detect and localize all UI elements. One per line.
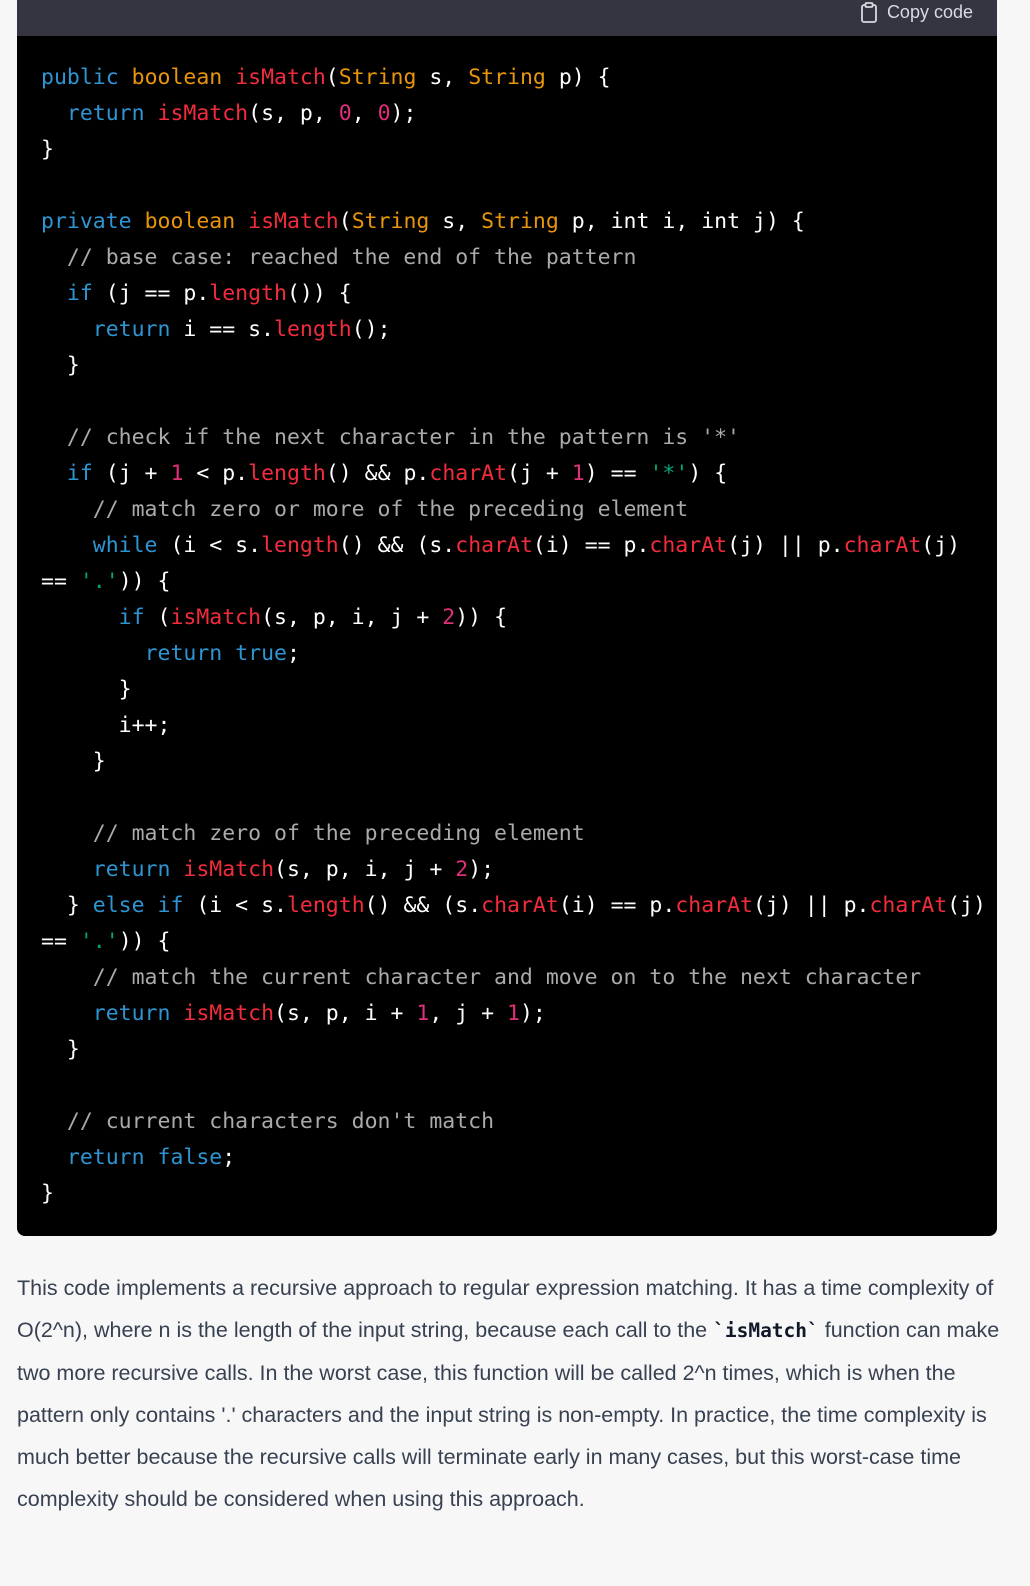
- code-line: [41, 888, 986, 924]
- code-token: [41, 641, 145, 666]
- code-token: isMatch: [183, 1001, 275, 1026]
- code-token: charAt: [455, 533, 533, 558]
- code-token: if: [157, 893, 184, 918]
- code-token: ==: [41, 929, 80, 954]
- code-token: String: [351, 209, 430, 234]
- code-token: }: [41, 1037, 80, 1062]
- code-token: [41, 425, 67, 450]
- code-token: return: [92, 317, 171, 342]
- code-token: // match the current character and move on to the next character: [92, 965, 922, 990]
- code-token: [41, 317, 93, 342]
- code-token: charAt: [843, 533, 922, 558]
- code-line: [41, 564, 986, 600]
- code-token: // match zero of the preceding element: [92, 821, 585, 846]
- code-line: [41, 60, 986, 96]
- code-token: 2: [455, 857, 469, 882]
- code-token: 1: [416, 1001, 430, 1026]
- code-token: (j +: [507, 461, 572, 486]
- code-token: [41, 605, 119, 630]
- code-line: [41, 816, 986, 852]
- code-token: (i < s.: [157, 533, 262, 558]
- code-token: (j == p.: [92, 281, 210, 306]
- code-token: '*': [649, 461, 689, 486]
- code-token: ) ==: [584, 461, 650, 486]
- code-token: 1: [571, 461, 585, 486]
- code-token: [41, 461, 67, 486]
- code-token: [41, 497, 93, 522]
- code-token: j) {: [740, 209, 805, 234]
- code-line: [41, 1068, 986, 1104]
- code-token: 2: [442, 605, 456, 630]
- code-token: [170, 1001, 183, 1026]
- code-line: [41, 348, 986, 384]
- code-token: if: [66, 461, 93, 486]
- code-token: // current characters don't match: [66, 1109, 495, 1134]
- code-token: (i) == p.: [558, 893, 676, 918]
- code-token: charAt: [481, 893, 559, 918]
- code-line: [41, 276, 986, 312]
- code-token: [41, 1145, 67, 1170]
- code-token: p) {: [545, 65, 611, 90]
- code-line: [41, 384, 986, 420]
- code-token: i,: [649, 209, 702, 234]
- code-token: (s, p, i +: [274, 1001, 417, 1026]
- code-token: while: [92, 533, 158, 558]
- code-token: () && (s.: [338, 533, 456, 558]
- code-token: , j +: [429, 1001, 508, 1026]
- code-line: [41, 744, 986, 780]
- code-token: (s, p,: [248, 101, 339, 126]
- code-token: (j): [947, 893, 986, 918]
- code-token: s,: [416, 65, 469, 90]
- code-token: false: [157, 1145, 223, 1170]
- code-token: (: [144, 605, 171, 630]
- code-token: }: [41, 677, 132, 702]
- code-token: [145, 1145, 158, 1170]
- copy-code-label: Copy code: [886, 2, 973, 22]
- code-token: }: [41, 137, 54, 162]
- code-token: i++;: [41, 713, 171, 738]
- copy-code-button[interactable]: [859, 0, 973, 25]
- code-token: [41, 1109, 67, 1134]
- code-token: )) {: [118, 569, 171, 594]
- code-token: [170, 857, 183, 882]
- code-line: [41, 1104, 986, 1140]
- code-token: (j +: [92, 461, 171, 486]
- code-token: [145, 893, 158, 918]
- code-token: [41, 533, 93, 558]
- code-token: [235, 209, 248, 234]
- code-token: [41, 857, 93, 882]
- clipboard-icon: [859, 2, 879, 24]
- code-content: [41, 60, 986, 1212]
- code-line: [41, 312, 986, 348]
- code-token: < p.: [183, 461, 249, 486]
- code-token: // base case: reached the end of the pattern: [66, 245, 637, 270]
- code-block-header: [17, 0, 997, 36]
- code-token: )) {: [455, 605, 508, 630]
- code-token: (: [338, 209, 352, 234]
- code-line: [41, 996, 986, 1032]
- code-token: (s, p, i, j +: [274, 857, 456, 882]
- code-token: }: [41, 749, 106, 774]
- code-token: ,: [351, 101, 378, 126]
- code-line: [41, 528, 986, 564]
- code-token: '.': [79, 569, 119, 594]
- code-token: 0: [377, 101, 391, 126]
- code-token: charAt: [429, 461, 508, 486]
- code-line: [41, 420, 986, 456]
- code-token: (: [325, 65, 339, 90]
- code-token: [41, 1001, 93, 1026]
- code-token: private: [41, 209, 132, 234]
- code-token: p,: [558, 209, 611, 234]
- code-token: boolean: [144, 209, 236, 234]
- code-token: isMatch: [183, 857, 275, 882]
- code-line: [41, 1032, 986, 1068]
- code-token: return: [66, 101, 145, 126]
- code-token: length: [261, 533, 339, 558]
- code-token: int: [610, 209, 650, 234]
- code-token: '.': [79, 929, 119, 954]
- code-token: [41, 245, 67, 270]
- code-token: [222, 65, 235, 90]
- code-token: }: [41, 1181, 54, 1206]
- code-token: length: [209, 281, 287, 306]
- code-token: [145, 101, 158, 126]
- code-line: [41, 924, 986, 960]
- code-token: [222, 641, 235, 666]
- inline-code-ismatch: `isMatch`: [713, 1319, 819, 1342]
- code-token: ==: [41, 569, 80, 594]
- explanation-text-1: This code implements a recursive approach to regular expression matching. It has a time complexity of O(2^n), where n is the length of the input string, because each call to the: [17, 1276, 994, 1342]
- code-line: [41, 240, 986, 276]
- code-token: length: [248, 461, 326, 486]
- code-token: length: [274, 317, 352, 342]
- code-token: public: [41, 65, 119, 90]
- code-token: int: [701, 209, 741, 234]
- code-token: (j) || p.: [752, 893, 870, 918]
- code-line: [41, 672, 986, 708]
- code-token: charAt: [649, 533, 728, 558]
- code-token: [41, 965, 93, 990]
- code-token: );: [390, 101, 417, 126]
- code-token: }: [41, 353, 80, 378]
- code-token: s,: [429, 209, 482, 234]
- code-line: [41, 600, 986, 636]
- code-token: isMatch: [235, 65, 326, 90]
- code-token: ;: [286, 641, 300, 666]
- code-line: [41, 168, 986, 204]
- code-token: [119, 65, 132, 90]
- code-token: return: [92, 1001, 171, 1026]
- code-token: i == s.: [170, 317, 275, 342]
- code-token: // check if the next character in the pattern is '*': [66, 425, 740, 450]
- code-token: () && (s.: [364, 893, 482, 918]
- code-token: if: [66, 281, 93, 306]
- code-token: charAt: [675, 893, 753, 918]
- code-token: ) {: [688, 461, 728, 486]
- code-token: (i < s.: [183, 893, 287, 918]
- code-line: [41, 960, 986, 996]
- code-token: (j): [921, 533, 961, 558]
- code-line: [41, 132, 986, 168]
- code-token: String: [481, 209, 559, 234]
- code-token: 0: [338, 101, 352, 126]
- code-token: length: [286, 893, 365, 918]
- code-line: [41, 708, 986, 744]
- code-line: [41, 780, 986, 816]
- code-token: String: [338, 65, 417, 90]
- code-line: [41, 492, 986, 528]
- code-token: return: [92, 857, 171, 882]
- code-token: ;: [222, 1145, 236, 1170]
- code-token: [132, 209, 145, 234]
- code-line: [41, 96, 986, 132]
- code-token: (j) || p.: [727, 533, 844, 558]
- code-token: isMatch: [170, 605, 262, 630]
- code-token: [41, 101, 67, 126]
- code-line: [41, 636, 986, 672]
- code-token: else: [92, 893, 145, 918]
- code-token: );: [468, 857, 495, 882]
- code-token: (s, p, i, j +: [261, 605, 443, 630]
- code-token: ();: [351, 317, 391, 342]
- code-token: isMatch: [157, 101, 249, 126]
- code-line: [41, 852, 986, 888]
- code-token: [41, 281, 67, 306]
- code-token: () && p.: [325, 461, 430, 486]
- code-token: true: [235, 641, 287, 666]
- code-token: ()) {: [286, 281, 352, 306]
- code-token: 1: [507, 1001, 520, 1026]
- code-token: charAt: [869, 893, 948, 918]
- code-token: )) {: [118, 929, 171, 954]
- code-line: [41, 1176, 986, 1212]
- code-token: boolean: [131, 65, 223, 90]
- code-token: [41, 821, 93, 846]
- code-token: }: [41, 893, 93, 918]
- code-token: return: [144, 641, 223, 666]
- code-token: );: [519, 1001, 546, 1026]
- code-token: String: [468, 65, 546, 90]
- code-token: (i) == p.: [532, 533, 650, 558]
- code-line: [41, 456, 986, 492]
- code-block: [17, 0, 997, 1236]
- explanation-text-2: function can make two more recursive calls. In the worst case, this function will be called 2^n times, which is when the pattern only contains '.' characters and the input string is non-empty. In practice, the time complexity is much better because the recursive calls will terminate early in many cases, but this worst-case time complexity should be considered when using this approach.: [17, 1318, 1000, 1511]
- code-token: // match zero or more of the preceding element: [92, 497, 689, 522]
- code-line: [41, 204, 986, 240]
- code-token: if: [118, 605, 145, 630]
- code-token: 1: [170, 461, 184, 486]
- code-token: isMatch: [248, 209, 339, 234]
- code-line: [41, 1140, 986, 1176]
- explanation-paragraph: [17, 1267, 1007, 1520]
- code-token: return: [66, 1145, 145, 1170]
